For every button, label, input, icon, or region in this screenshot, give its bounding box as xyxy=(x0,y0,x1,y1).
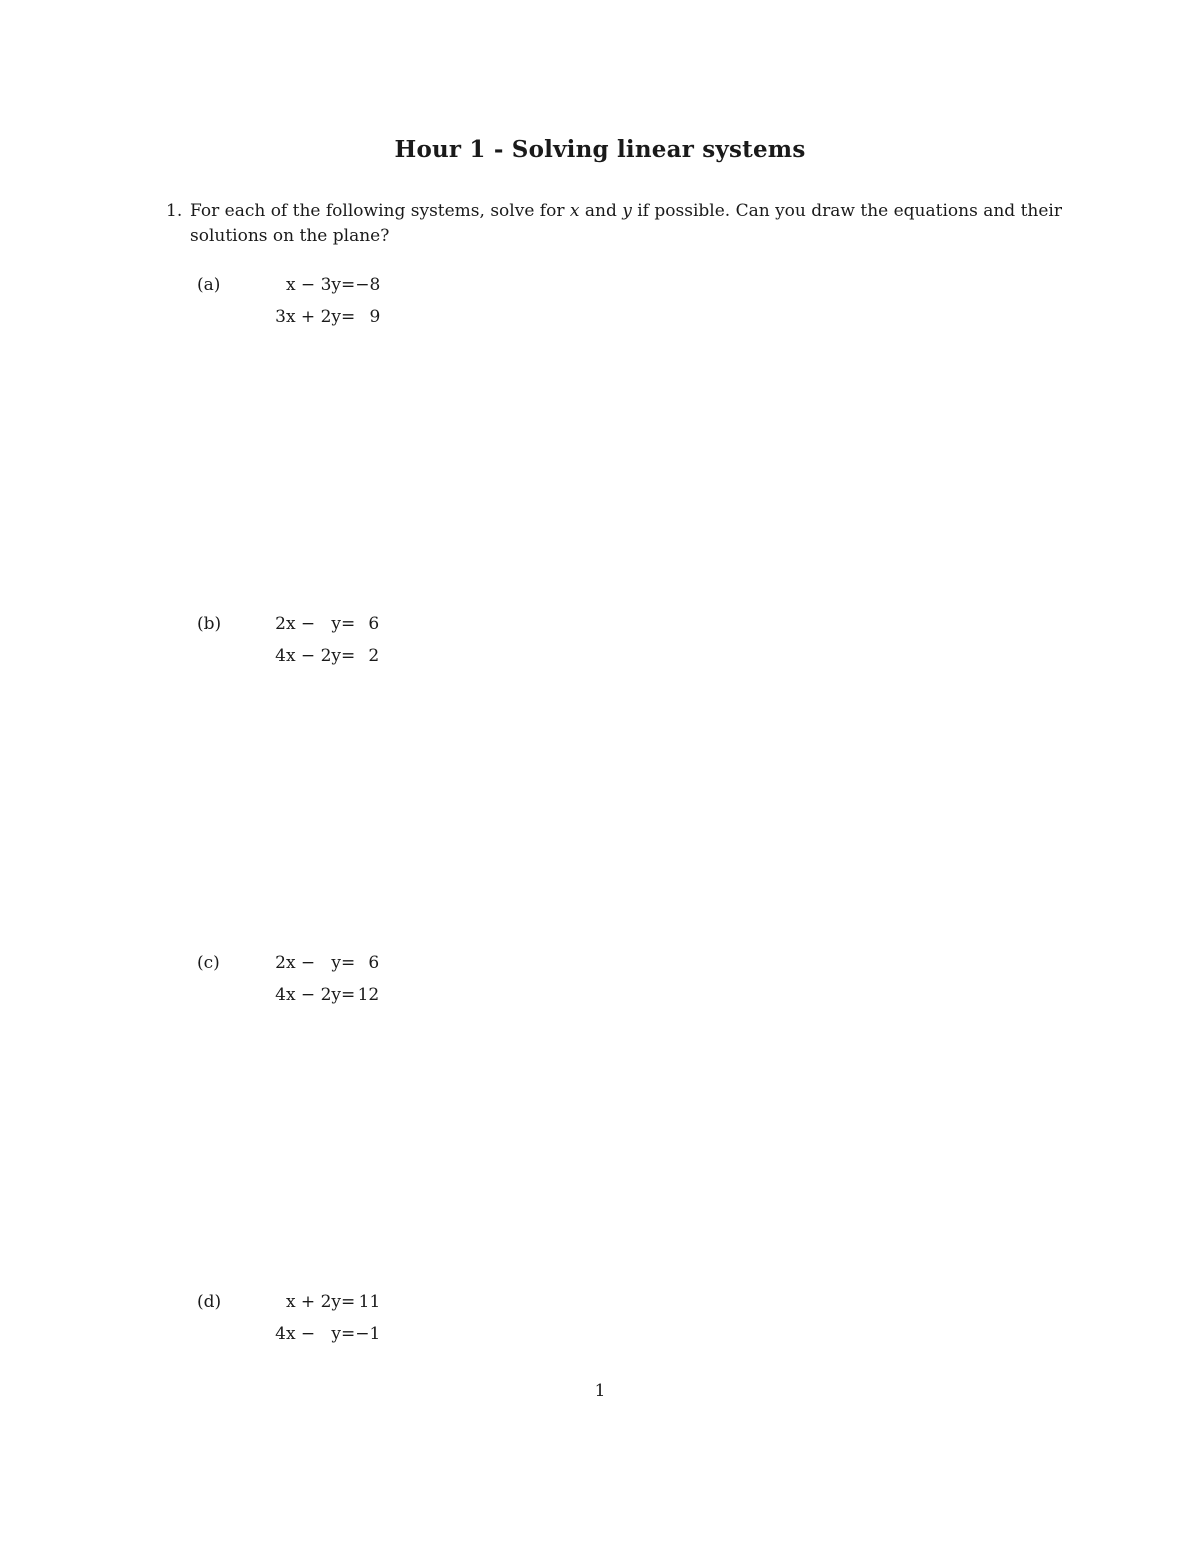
equals-sign: = xyxy=(341,646,356,666)
equals-sign: = xyxy=(341,985,356,1005)
equation-lhs: 4x − 2y xyxy=(275,985,341,1005)
equals-sign: = xyxy=(341,614,356,634)
page-title: Hour 1 - Solving linear systems xyxy=(394,136,806,163)
equation-system xyxy=(241,953,379,1017)
equation-system xyxy=(241,1292,380,1356)
equation-lhs: 3x + 2y xyxy=(275,307,341,327)
equation-row xyxy=(241,307,380,339)
equation-system xyxy=(241,614,379,678)
part-label: (c) xyxy=(197,953,220,973)
equation-rhs: 11 xyxy=(358,1292,381,1312)
page-number: 1 xyxy=(594,1381,606,1401)
equation-row xyxy=(241,1324,380,1356)
problem-text-part: and xyxy=(579,201,623,221)
equation-rhs: 2 xyxy=(368,646,380,666)
equation-lhs: 4x − 2y xyxy=(275,646,341,666)
equation-lhs: x − 3y xyxy=(285,275,341,295)
equation-rhs: 6 xyxy=(368,953,380,973)
equation-lhs: x + 2y xyxy=(285,1292,341,1312)
equation-row xyxy=(241,985,379,1017)
equals-sign: = xyxy=(341,953,356,973)
problem-text-part: if possible. Can you draw the equations and their solutions on the plane? xyxy=(190,201,1062,246)
equation-rhs: 9 xyxy=(369,307,381,327)
equation-row xyxy=(241,1292,380,1324)
equals-sign: = xyxy=(341,275,356,295)
equals-sign: = xyxy=(341,1324,356,1344)
equation-rhs: −1 xyxy=(355,1324,381,1344)
problem-text xyxy=(190,199,1062,249)
part-label: (d) xyxy=(197,1292,222,1312)
equals-sign: = xyxy=(341,1292,356,1312)
equation-lhs: 2x − y xyxy=(275,953,341,973)
part-label: (b) xyxy=(197,614,222,634)
problem-number: 1. xyxy=(166,201,183,221)
equation-row xyxy=(241,614,379,646)
equation-lhs: 4x − y xyxy=(275,1324,341,1344)
equation-row xyxy=(241,275,380,307)
equation-lhs: 2x − y xyxy=(275,614,341,634)
variable-x: x xyxy=(569,201,580,221)
equals-sign: = xyxy=(341,307,356,327)
variable-y: y xyxy=(622,201,632,221)
equation-system xyxy=(241,275,380,339)
part-label: (a) xyxy=(197,275,221,295)
equation-rhs: 6 xyxy=(368,614,380,634)
equation-row xyxy=(241,646,379,678)
equation-rhs: 12 xyxy=(357,985,380,1005)
equation-rhs: −8 xyxy=(355,275,381,295)
equation-row xyxy=(241,953,379,985)
problem-text-part: For each of the following systems, solve for xyxy=(190,201,570,221)
